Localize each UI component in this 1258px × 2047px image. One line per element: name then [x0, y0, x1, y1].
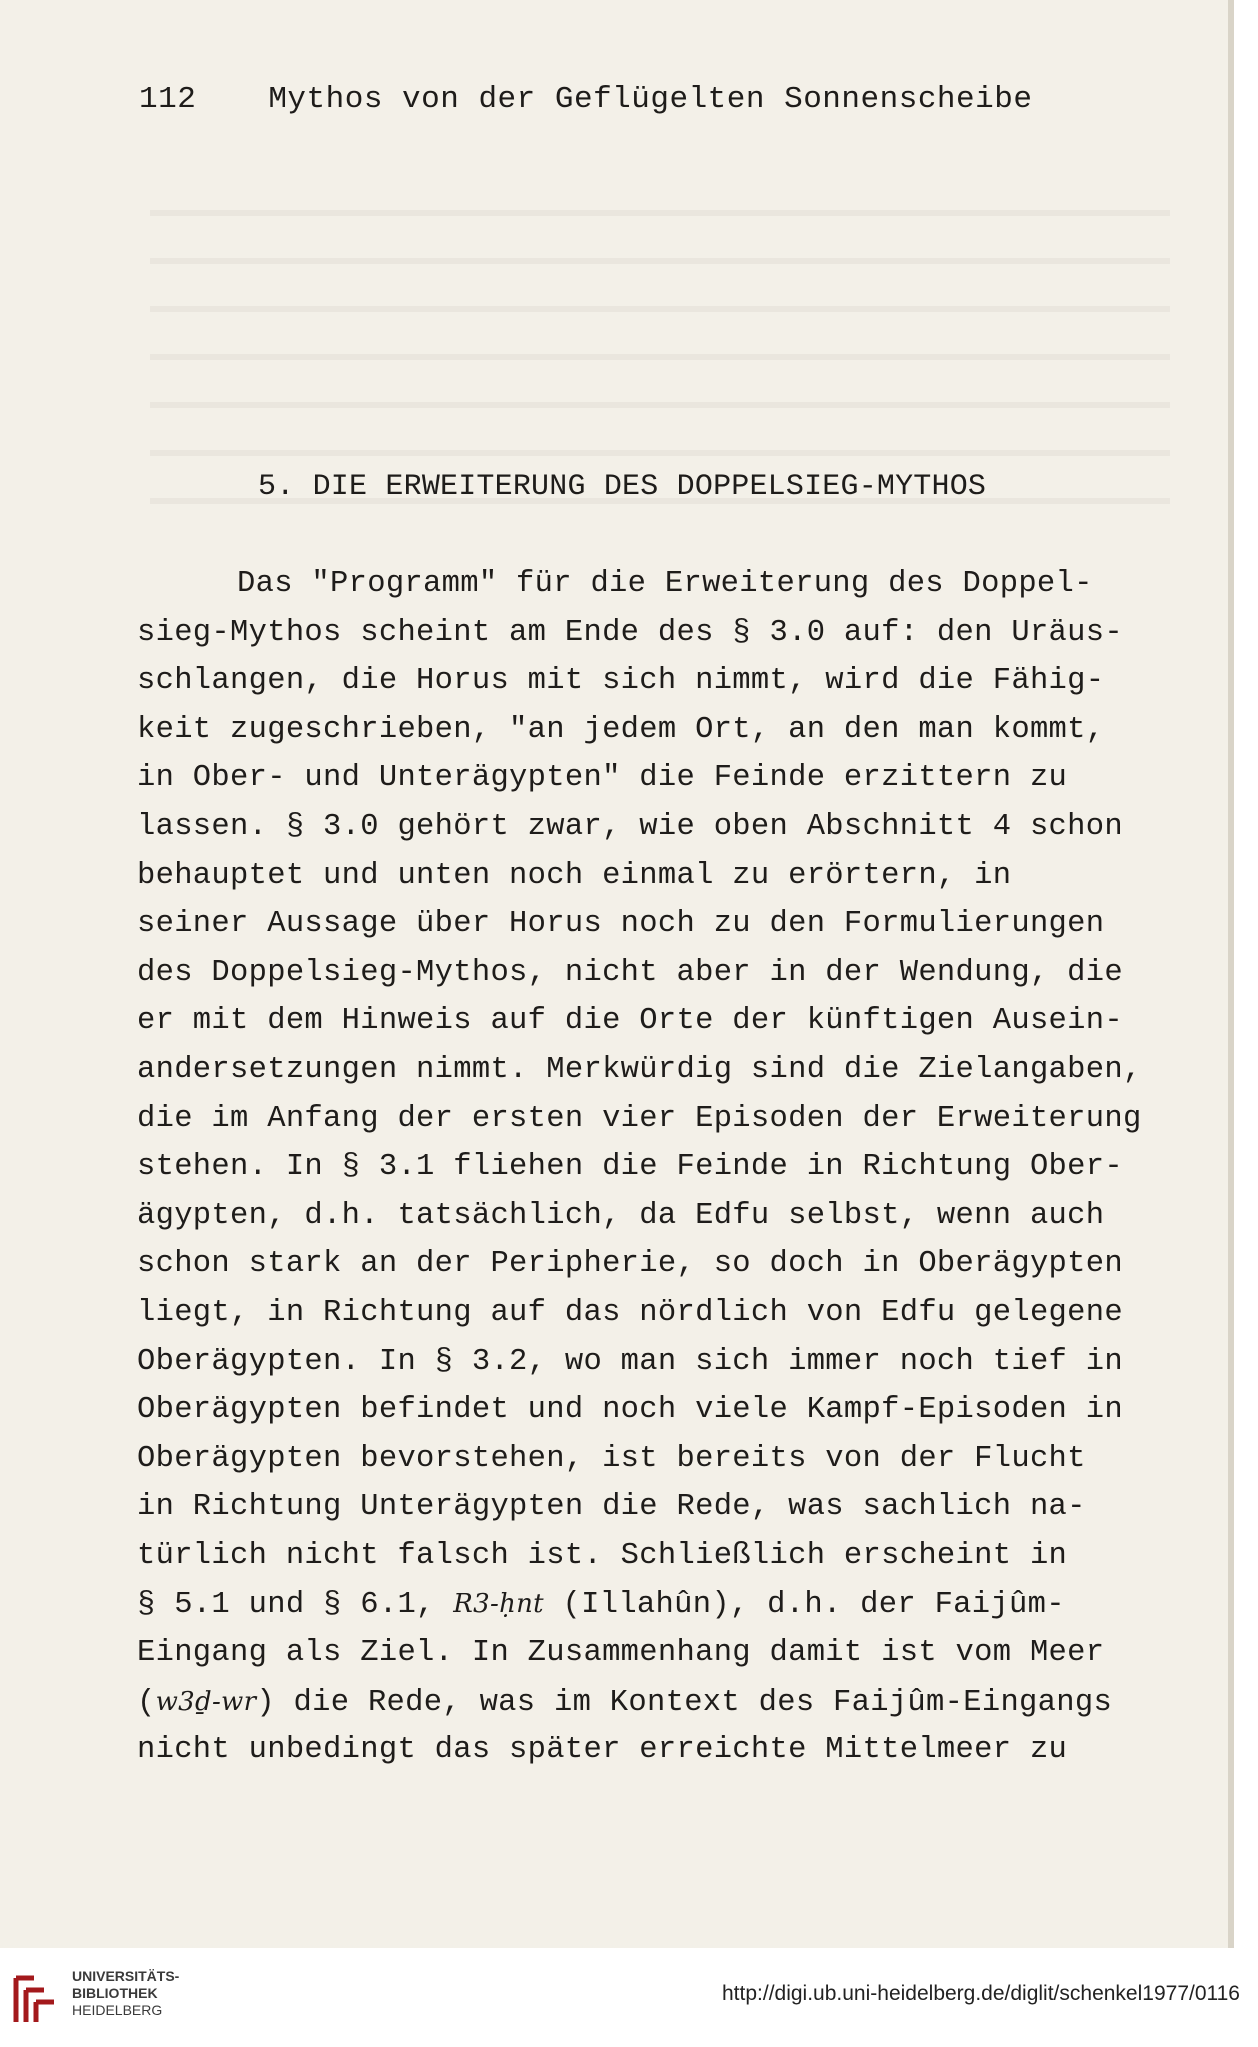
library-logo-icon — [10, 1964, 60, 2028]
text-line: Eingang als Ziel. In Zusammenhang damit ist vom Meer — [137, 1636, 1105, 1671]
bleed-through-shadow — [150, 180, 1170, 510]
page-number: 112 — [139, 82, 197, 117]
transliteration: R3-ḥnt — [453, 1589, 544, 1620]
library-name-line: UNIVERSITÄTS- — [72, 1968, 180, 1984]
body-paragraph — [137, 560, 1197, 1775]
text-line: die im Anfang der ersten vier Episoden der Erweiterung — [137, 1101, 1142, 1136]
text-line: andersetzungen nimmt. Merkwürdig sind die Zielangaben, — [137, 1052, 1142, 1087]
line-segment: (Illahûn), d.h. der Faijûm- — [543, 1588, 1065, 1623]
text-line: seiner Aussage über Horus noch zu den Formulierungen — [137, 907, 1105, 942]
library-name-line: HEIDELBERG — [72, 2002, 163, 2018]
text-line: in Richtung Unterägypten die Rede, was sachlich na- — [137, 1490, 1086, 1525]
transliteration: w3ḏ-wr — [155, 1686, 257, 1717]
source-url[interactable]: http://digi.ub.uni-heidelberg.de/diglit/schenkel1977/0116 — [722, 1982, 1240, 2005]
text-line: schon stark an der Peripherie, so doch in Oberägypten — [137, 1247, 1123, 1282]
digitization-footer — [0, 1948, 1258, 2047]
library-name-line: BIBLIOTHEK — [72, 1985, 158, 2001]
text-line: er mit dem Hinweis auf die Orte der künftigen Ausein- — [137, 1004, 1123, 1039]
text-line: schlangen, die Horus mit sich nimmt, wird die Fähig- — [137, 664, 1105, 699]
text-line: liegt, in Richtung auf das nördlich von Edfu gelegene — [137, 1295, 1123, 1330]
text-line-with-transliteration — [137, 1678, 1197, 1727]
text-line: Oberägypten. In § 3.2, wo man sich immer noch tief in — [137, 1344, 1123, 1379]
text-line: Oberägypten bevorstehen, ist bereits von der Flucht — [137, 1441, 1086, 1476]
text-line: des Doppelsieg-Mythos, nicht aber in der Wendung, die — [137, 955, 1123, 990]
text-line: Oberägypten befindet und noch viele Kampf-Episoden in — [137, 1393, 1123, 1428]
text-line: keit zugeschrieben, "an jedem Ort, an den man kommt, — [137, 712, 1105, 747]
text-line: türlich nicht falsch ist. Schließlich erscheint in — [137, 1538, 1068, 1573]
section-heading: 5. DIE ERWEITERUNG DES DOPPELSIEG-MYTHOS — [258, 470, 987, 504]
text-line: lassen. § 3.0 gehört zwar, wie oben Abschnitt 4 schon — [137, 809, 1123, 844]
running-title: Mythos von der Geflügelten Sonnenscheibe — [268, 82, 1033, 117]
text-line: Das "Programm" für die Erweiterung des Doppel- — [237, 567, 1093, 601]
text-line: ägypten, d.h. tatsächlich, da Edfu selbst, wenn auch — [137, 1198, 1105, 1233]
text-line-with-transliteration — [137, 1580, 1197, 1629]
text-line: behauptet und unten noch einmal zu erörtern, in — [137, 858, 1012, 893]
library-name — [72, 1968, 179, 2019]
text-line: nicht unbedingt das später erreichte Mittelmeer zu — [137, 1733, 1068, 1768]
line-segment: ) die Rede, was im Kontext des Faijûm-Eingangs — [256, 1685, 1113, 1720]
line-segment: § 5.1 und § 6.1, — [137, 1588, 454, 1623]
running-head — [139, 82, 1032, 117]
text-line: in Ober- und Unterägypten" die Feinde erzittern zu — [137, 761, 1068, 796]
text-line: sieg-Mythos scheint am Ende des § 3.0 auf: den Uräus- — [137, 615, 1123, 650]
line-segment: ( — [137, 1685, 156, 1720]
text-line: stehen. In § 3.1 fliehen die Feinde in Richtung Ober- — [137, 1150, 1123, 1185]
